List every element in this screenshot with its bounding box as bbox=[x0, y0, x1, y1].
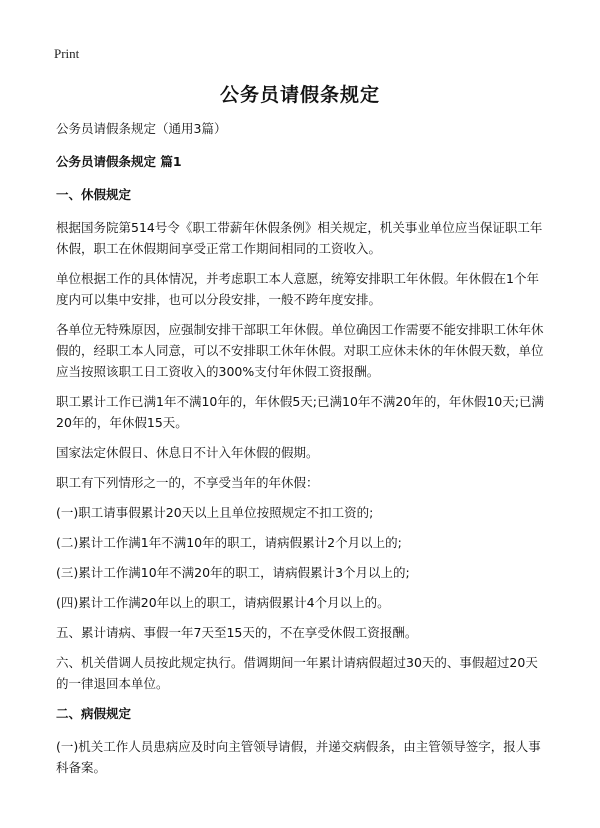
page-title: 公务员请假条规定 bbox=[219, 84, 380, 106]
paragraph: 职工累计工作已满1年不满10年的，年休假5天;已满10年不满20年的，年休假10天;已满20年的，年休假15天。 bbox=[56, 394, 544, 430]
print-link[interactable]: Print bbox=[54, 46, 80, 61]
list-item: (一)职工请事假累计20天以上且单位按照规定不扣工资的; bbox=[56, 505, 374, 520]
document-subtitle: 公务员请假条规定（通用3篇） bbox=[56, 121, 227, 136]
list-item: (二)累计工作满1年不满10年的职工，请病假累计2个月以上的; bbox=[56, 535, 402, 550]
paragraph: 各单位无特殊原因，应强制安排干部职工年休假。单位确因工作需要不能安排职工休年休假的，经职工本人同意，可以不安排职工休年休假。对职工应休未休的年休假天数，单位应当按照该职工日工资收入的300%支付年休假工资报酬。 bbox=[56, 322, 544, 379]
paragraph: (一)机关工作人员患病应及时向主管领导请假，并递交病假条，由主管领导签字，报人事科备案。 bbox=[56, 739, 541, 775]
section-heading-vacation: 一、休假规定 bbox=[56, 187, 132, 202]
paragraph: 职工有下列情形之一的，不享受当年的年休假： bbox=[56, 475, 319, 490]
list-item: (四)累计工作满20年以上的职工，请病假累计4个月以上的。 bbox=[56, 595, 390, 610]
document-body bbox=[56, 118, 546, 787]
paragraph: 国家法定休假日、休息日不计入年休假的假期。 bbox=[56, 445, 319, 460]
paragraph: 根据国务院第514号令《职工带薪年休假条例》相关规定，机关事业单位应当保证职工年休假，职工在休假期间享受正常工作期间相同的工资收入。 bbox=[56, 220, 543, 256]
article-heading: 公务员请假条规定 篇1 bbox=[56, 154, 182, 169]
paragraph: 六、机关借调人员按此规定执行。借调期间一年累计请病假超过30天的、事假超过20天的一律退回本单位。 bbox=[56, 655, 538, 691]
paragraph: 五、累计请病、事假一年7天至15天的，不在享受休假工资报酬。 bbox=[56, 625, 418, 640]
paragraph: 单位根据工作的具体情况，并考虑职工本人意愿，统筹安排职工年休假。年休假在1个年度内可以集中安排，也可以分段安排，一般不跨年度安排。 bbox=[56, 271, 539, 307]
list-item: (三)累计工作满10年不满20年的职工，请病假累计3个月以上的; bbox=[56, 565, 410, 580]
section-heading-sick-leave: 二、病假规定 bbox=[56, 706, 132, 721]
